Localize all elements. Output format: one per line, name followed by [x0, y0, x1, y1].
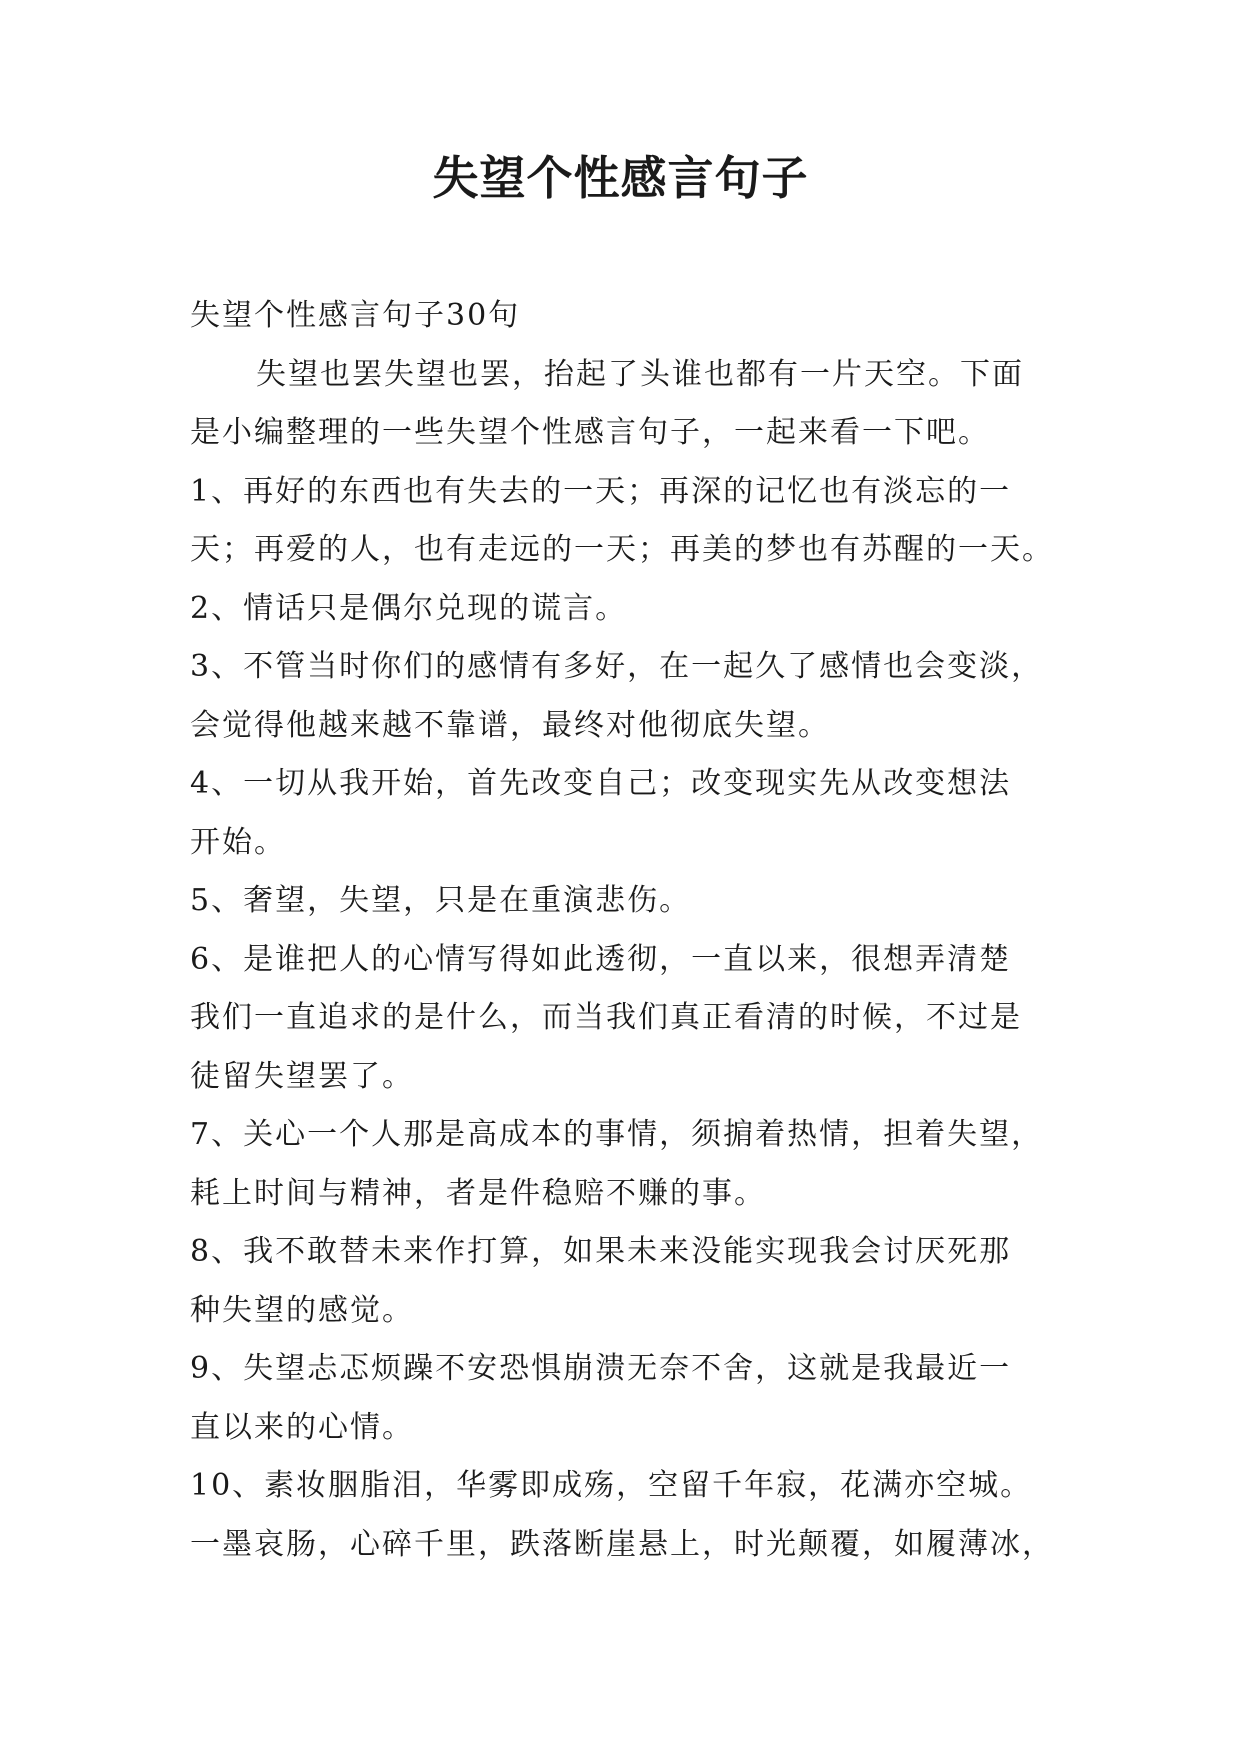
quote-line: 徒留失望罢了。: [190, 1058, 414, 1094]
quote-line: 4、一切从我开始，首先改变自己；改变现实先从改变想法: [190, 766, 1012, 801]
quote-line: 天；再爱的人，也有走远的一天；再美的梦也有苏醒的一天。: [190, 532, 1054, 567]
quote-line: 开始。: [190, 824, 286, 860]
quote-line: 5、奢望，失望，只是在重演悲伤。: [190, 883, 692, 918]
quote-line: 一墨哀肠，心碎千里，跌落断崖悬上，时光颠覆，如履薄冰，: [190, 1526, 1054, 1562]
subtitle-line: 失望个性感言句子30句: [190, 298, 521, 333]
quote-line: 会觉得他越来越不靠谱，最终对他彻底失望。: [190, 707, 830, 743]
quote-line: 9、失望忐忑烦躁不安恐惧崩溃无奈不舍，这就是我最近一: [190, 1351, 1012, 1386]
quote-line: 2、情话只是偶尔兑现的谎言。: [190, 590, 628, 626]
intro-line: 是小编整理的一些失望个性感言句子，一起来看一下吧。: [190, 415, 990, 450]
quote-line: 1、再好的东西也有失去的一天；再深的记忆也有淡忘的一: [190, 473, 1012, 509]
document-body: [190, 287, 1070, 1574]
quote-line: 直以来的心情。: [190, 1409, 414, 1445]
intro-line: 失望也罢失望也罢，抬起了头谁也都有一片天空。下面: [256, 356, 1024, 392]
quote-line: 7、关心一个人那是高成本的事情，须掮着热情，担着失望，: [190, 1117, 1044, 1152]
quote-line: 8、我不敢替未来作打算，如果未来没能实现我会讨厌死那: [190, 1234, 1012, 1269]
quote-line: 我们一直追求的是什么，而当我们真正看清的时候，不过是: [190, 1000, 1022, 1035]
quote-line: 10、素妆胭脂泪，华雾即成殇，空留千年寂，花满亦空城。: [190, 1468, 1033, 1503]
quote-line: 3、不管当时你们的感情有多好，在一起久了感情也会变淡，: [190, 649, 1044, 684]
quote-line: 种失望的感觉。: [190, 1292, 414, 1328]
quote-line: 耗上时间与精神，者是件稳赔不赚的事。: [190, 1175, 766, 1211]
document-title: 失望个性感言句子: [432, 151, 809, 205]
quote-line: 6、是谁把人的心情写得如此透彻，一直以来，很想弄清楚: [190, 941, 1012, 977]
